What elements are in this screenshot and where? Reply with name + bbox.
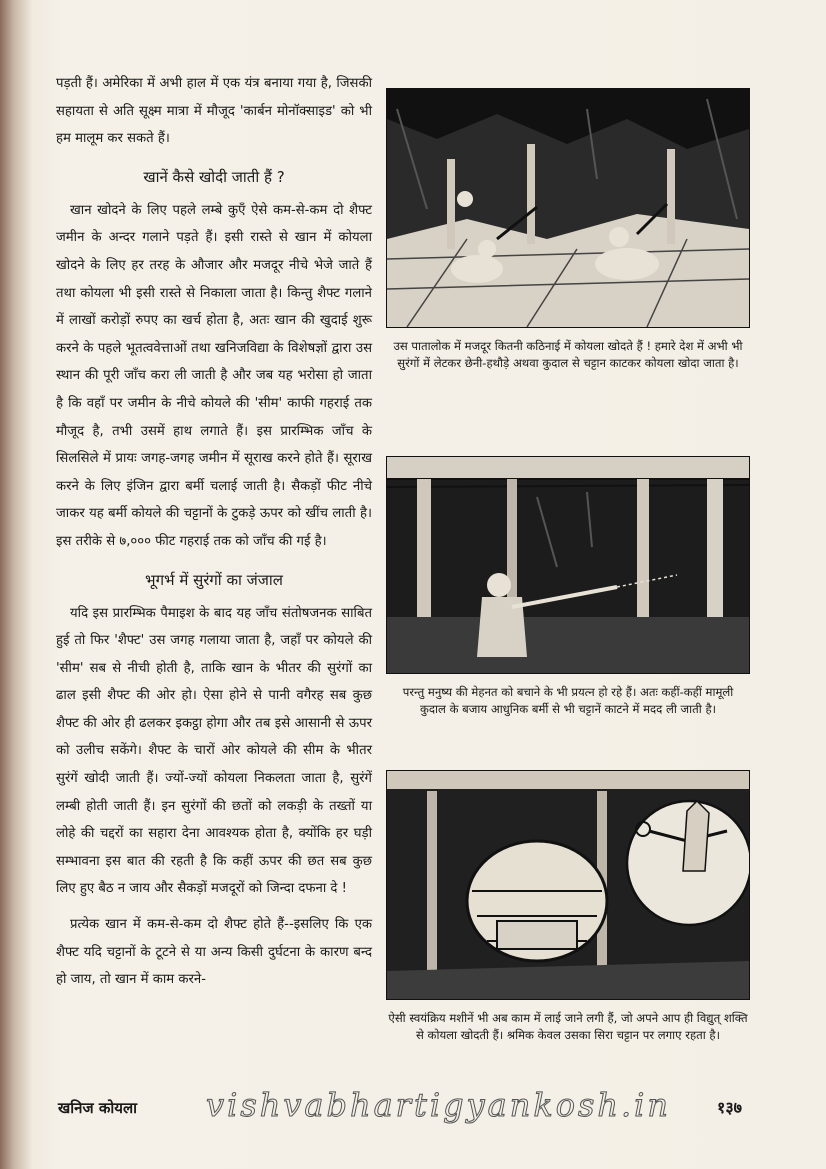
figure-automatic-machine	[386, 770, 750, 1044]
caption-figure-1: उस पातालोक में मजदूर कितनी कठिनाई में कोयला खोदते हैं ! हमारे देश में अभी भी सुरंगों में लेटकर छेनी-हथौड़े अथवा कुदाल से चट्टान काटकर कोयला खोदा जाता है।	[393, 339, 743, 370]
caption-figure-3: ऐसी स्वयंक्रिय मशीनें भी अब काम में लाई जाने लगी हैं, जो अपने आप ही विद्युत् शक्ति से कोयला खोदती हैं। श्रमिक केवल उसका सिरा चट्टान पर लगाए रहता है।	[388, 1011, 748, 1042]
heading-tunnel-network: भूगर्भ में सुरंगों का जंजाल	[145, 570, 283, 589]
figure-miners-hand-tools	[386, 88, 750, 372]
illustration-worker-drilling	[386, 456, 750, 674]
illustration-coal-cutting-machine	[386, 770, 750, 1000]
paragraph-mine-digging: खान खोदने के लिए पहले लम्बे कुएँ ऐसे कम-से-कम दो शैफ्ट जमीन के अन्दर गलाने पड़ते हैं। इसी रास्ते से खान में कोयला खोदने के लिए हर तरह के औजार और मजदूर नीचे भेजे जाते हैं तथा कोयला भी इसी रास्ते से निकाला जाता है। किन्तु शैफ्ट गलाने में लाखों करोड़ों रुपए का खर्च होता है, अतः खान की खुदाई शुरू करने के पहले भूतत्ववेत्ताओं तथा खनिजविद्या के विशेषज्ञों द्वारा उस स्थान की पूरी जाँच करा ली जाती है और जब यह भरोसा हो जाता है कि वहाँ पर जमीन के नीचे कोयले की 'सीम' काफी गहराई तक मौजूद है, तभी उसमें हाथ लगाते हैं। इस प्रारम्भिक जाँच के सिलसिले में प्रायः जगह-जगह जमीन में सूराख करने होते हैं। सूराख करने के लिए इंजिन द्वारा बर्मी चलाई जाती है। सैकड़ों फीट नीचे जाकर यह बर्मी कोयले की चट्टानों के टुकड़े ऊपर को खींच लाती है। इस तरीके से ७,००० फीट गहराई तक को जाँच की गई है।	[56, 202, 372, 549]
paragraph-two-shafts: प्रत्येक खान में कम-से-कम दो शैफ्ट होते हैं--इसलिए कि एक शैफ्ट यदि चट्टानों के टूटने से या अन्य किसी दुर्घटना के कारण बन्द हो जाय, तो खान में काम करने-	[56, 917, 372, 988]
figure-machine-drill	[386, 456, 750, 718]
page-number: १३७	[717, 1098, 742, 1117]
paragraph-tunnels: यदि इस प्रारम्भिक पैमाइश के बाद यह जाँच संतोषजनक साबित हुई तो फिर 'शैफ्ट' उस जगह गलाया जाता है, जहाँ पर कोयले की 'सीम' सब से नीची होती है, ताकि खान के भीतर की सुरंगों का ढाल इसी शैफ्ट की ओर हो। ऐसा होने से पानी वगैरह सब कुछ शैफ्ट की ओर ही ढलकर इकट्ठा होगा और तब इसे आसानी से ऊपर को उलीच सकेंगे। शैफ्ट के चारों ओर कोयले की सीम के भीतर सुरंगें खोदी जाती हैं। ज्यों-ज्यों कोयला निकलता जाता है, सुरंगें लम्बी होती जाती हैं। इन सुरंगों की छतों को लकड़ी के तख्तों या लोहे की चद्दरों का सहारा देना आवश्यक होता है, क्योंकि हर घड़ी सम्भावना इस बात की रहती है कि कहीं ऊपर की छत सब कुछ लिए हुए बैठ न जाय और सैकड़ों मजदूरों को जिन्दा दफना दे !	[56, 605, 372, 897]
footer-watermark: vishvabhartigyankosh.in	[206, 1086, 672, 1124]
caption-figure-2: परन्तु मनुष्य की मेहनत को बचाने के भी प्रयत्न हो रहे हैं। अतः कहीं-कहीं मामूली कुदाल के बजाय आधुनिक बर्मी से भी चट्टानें काटने में मदद ली जाती है।	[402, 685, 734, 716]
footer-chapter-title: खनिज कोयला	[58, 1099, 137, 1117]
illustration-miners-digging	[386, 88, 750, 328]
main-text-column	[56, 70, 372, 1002]
heading-how-mines-dug: खानें कैसे खोदी जाती हैं ?	[143, 167, 285, 186]
paragraph-intro: पड़ती हैं। अमेरिका में अभी हाल में एक यंत्र बनाया गया है, जिसकी सहायता से अति सूक्ष्म मात्रा में मौजूद 'कार्बन मोनॉक्साइड' को भी हम मालूम कर सकते हैं।	[56, 76, 372, 147]
